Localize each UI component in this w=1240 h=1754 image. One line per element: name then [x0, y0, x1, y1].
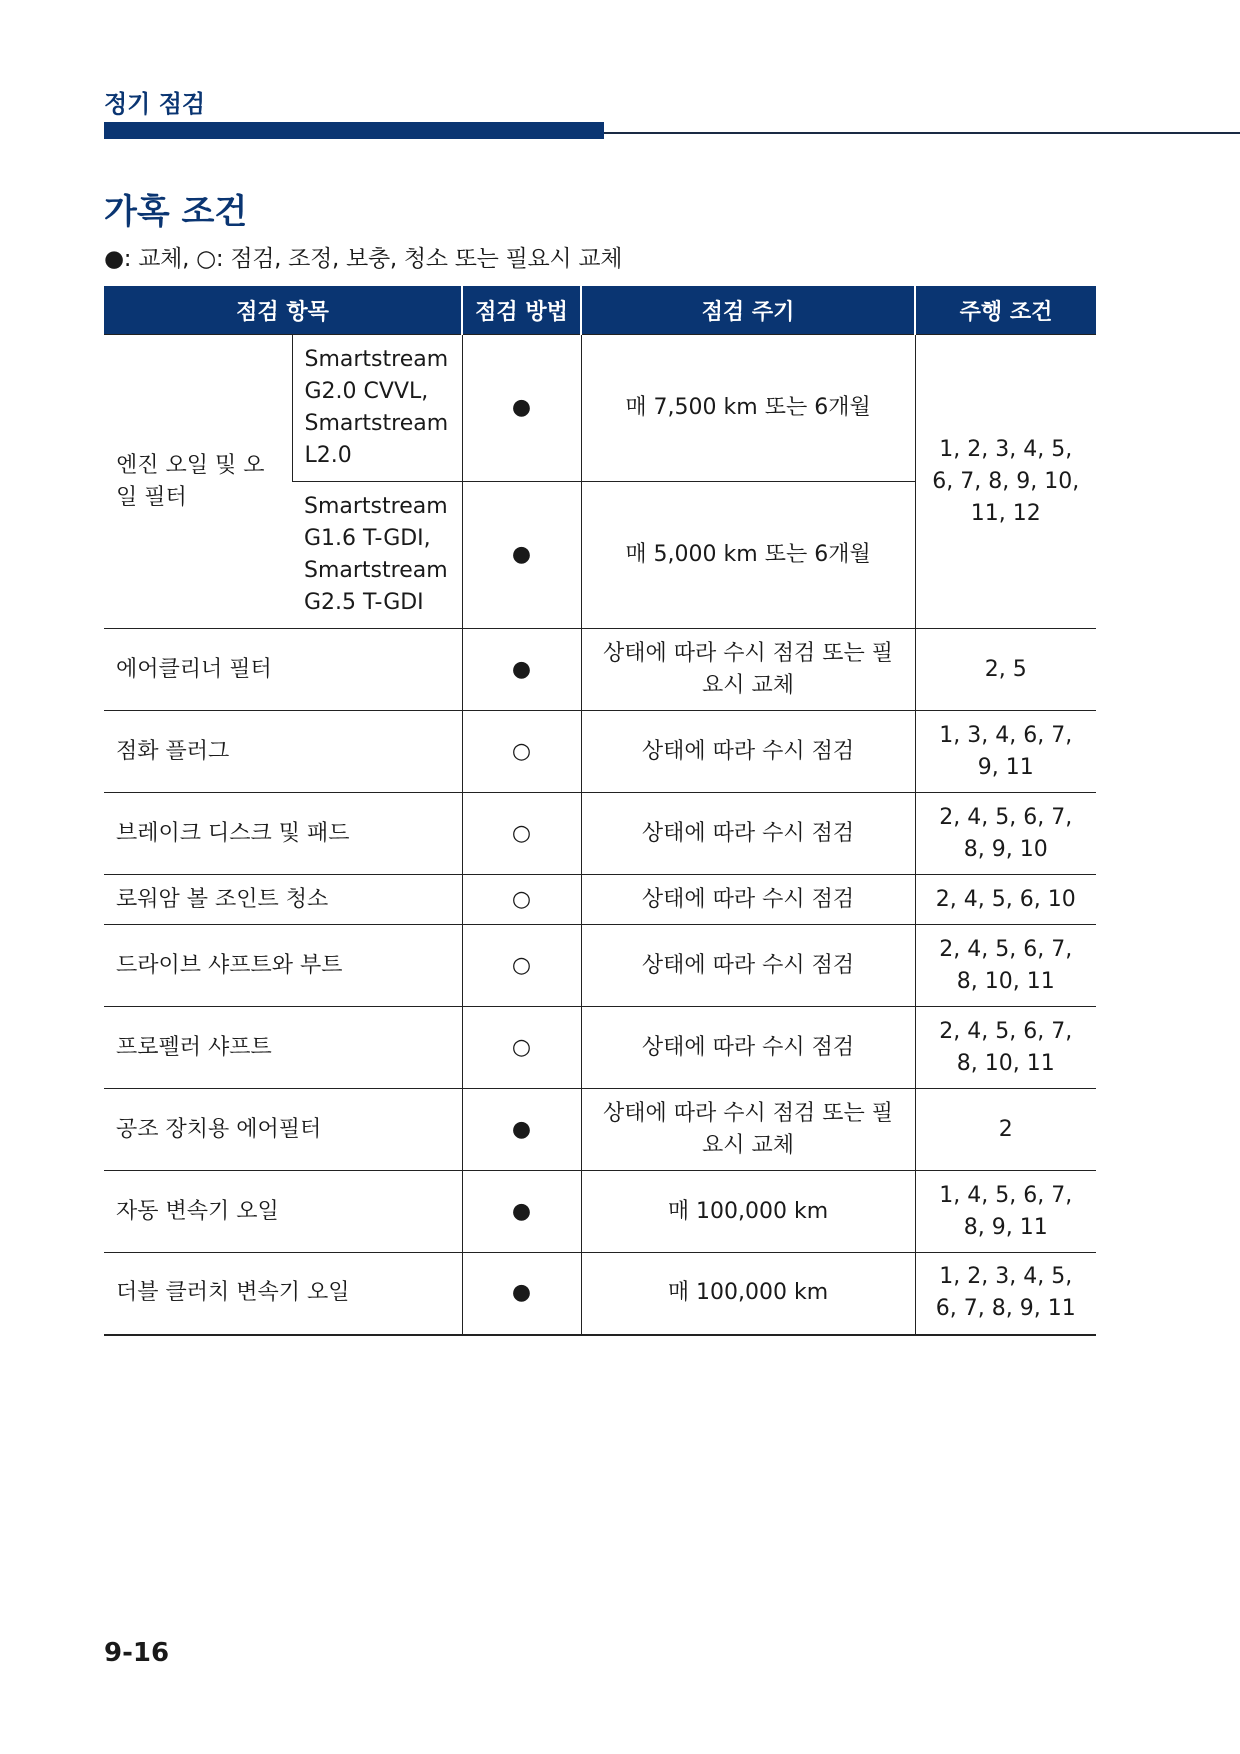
interval-cell: 매 100,000 km — [581, 1253, 915, 1335]
item-cell: 공조 장치용 에어필터 — [104, 1089, 462, 1171]
item-cell: 드라이브 샤프트와 부트 — [104, 925, 462, 1007]
interval-cell: 매 5,000 km 또는 6개월 — [581, 482, 915, 629]
table-row — [104, 793, 1096, 875]
method-mark: ● — [462, 1253, 581, 1335]
method-mark: ● — [462, 335, 581, 482]
conditions-cell: 2, 4, 5, 6, 7, 8, 9, 10 — [915, 793, 1096, 875]
conditions-cell: 2, 5 — [915, 629, 1096, 711]
page-number: 9-16 — [104, 1638, 170, 1668]
column-header-item: 점검 항목 — [104, 286, 462, 335]
section-label: 정기 점검 — [104, 90, 206, 118]
item-cell: 자동 변속기 오일 — [104, 1171, 462, 1253]
method-mark: ○ — [462, 793, 581, 875]
table-row — [104, 1253, 1096, 1335]
item-cell: 브레이크 디스크 및 패드 — [104, 793, 462, 875]
method-mark: ○ — [462, 875, 581, 925]
interval-cell: 상태에 따라 수시 점검 — [581, 793, 915, 875]
interval-cell: 상태에 따라 수시 점검 — [581, 875, 915, 925]
conditions-cell: 1, 2, 3, 4, 5, 6, 7, 8, 9, 10, 11, 12 — [915, 335, 1096, 629]
maintenance-table — [104, 286, 1096, 1336]
method-mark: ○ — [462, 1007, 581, 1089]
conditions-cell: 2, 4, 5, 6, 10 — [915, 875, 1096, 925]
item-cell: 더블 클러치 변속기 오일 — [104, 1253, 462, 1335]
conditions-cell: 1, 2, 3, 4, 5, 6, 7, 8, 9, 11 — [915, 1253, 1096, 1335]
method-mark: ● — [462, 482, 581, 629]
method-mark: ○ — [462, 925, 581, 1007]
interval-cell: 매 100,000 km — [581, 1171, 915, 1253]
table-row — [104, 925, 1096, 1007]
item-cell: 에어클리너 필터 — [104, 629, 462, 711]
interval-cell: 상태에 따라 수시 점검 — [581, 711, 915, 793]
table-header-row — [104, 286, 1096, 335]
method-mark: ● — [462, 629, 581, 711]
interval-cell: 매 7,500 km 또는 6개월 — [581, 335, 915, 482]
interval-cell: 상태에 따라 수시 점검 — [581, 1007, 915, 1089]
table-row — [104, 1089, 1096, 1171]
table-row — [104, 1007, 1096, 1089]
legend: ●: 교체, ○: 점검, 조정, 보충, 청소 또는 필요시 교체 — [104, 246, 623, 272]
conditions-cell: 2, 4, 5, 6, 7, 8, 10, 11 — [915, 925, 1096, 1007]
table-row — [104, 711, 1096, 793]
interval-cell: 상태에 따라 수시 점검 또는 필요시 교체 — [581, 629, 915, 711]
table-row — [104, 875, 1096, 925]
header-rule — [604, 132, 1240, 134]
item-cell: 프로펠러 샤프트 — [104, 1007, 462, 1089]
item-cell: 로워암 볼 조인트 청소 — [104, 875, 462, 925]
table-row — [104, 335, 1096, 482]
conditions-cell: 2 — [915, 1089, 1096, 1171]
method-mark: ● — [462, 1089, 581, 1171]
column-header-conditions: 주행 조건 — [915, 286, 1096, 335]
engine-variant: Smartstream G2.0 CVVL, Smartstream L2.0 — [292, 335, 462, 482]
engine-variant: Smartstream G1.6 T-GDI, Smartstream G2.5 T-GDI — [292, 482, 462, 629]
engine-oil-item: 엔진 오일 및 오일 필터 — [104, 335, 292, 629]
column-header-method: 점검 방법 — [462, 286, 581, 335]
column-header-interval: 점검 주기 — [581, 286, 915, 335]
conditions-cell: 2, 4, 5, 6, 7, 8, 10, 11 — [915, 1007, 1096, 1089]
conditions-cell: 1, 4, 5, 6, 7, 8, 9, 11 — [915, 1171, 1096, 1253]
interval-cell: 상태에 따라 수시 점검 또는 필요시 교체 — [581, 1089, 915, 1171]
page-title: 가혹 조건 — [104, 192, 248, 232]
header-bar — [104, 122, 604, 139]
table-row — [104, 1171, 1096, 1253]
conditions-cell: 1, 3, 4, 6, 7, 9, 11 — [915, 711, 1096, 793]
method-mark: ○ — [462, 711, 581, 793]
method-mark: ● — [462, 1171, 581, 1253]
interval-cell: 상태에 따라 수시 점검 — [581, 925, 915, 1007]
item-cell: 점화 플러그 — [104, 711, 462, 793]
table-row — [104, 629, 1096, 711]
